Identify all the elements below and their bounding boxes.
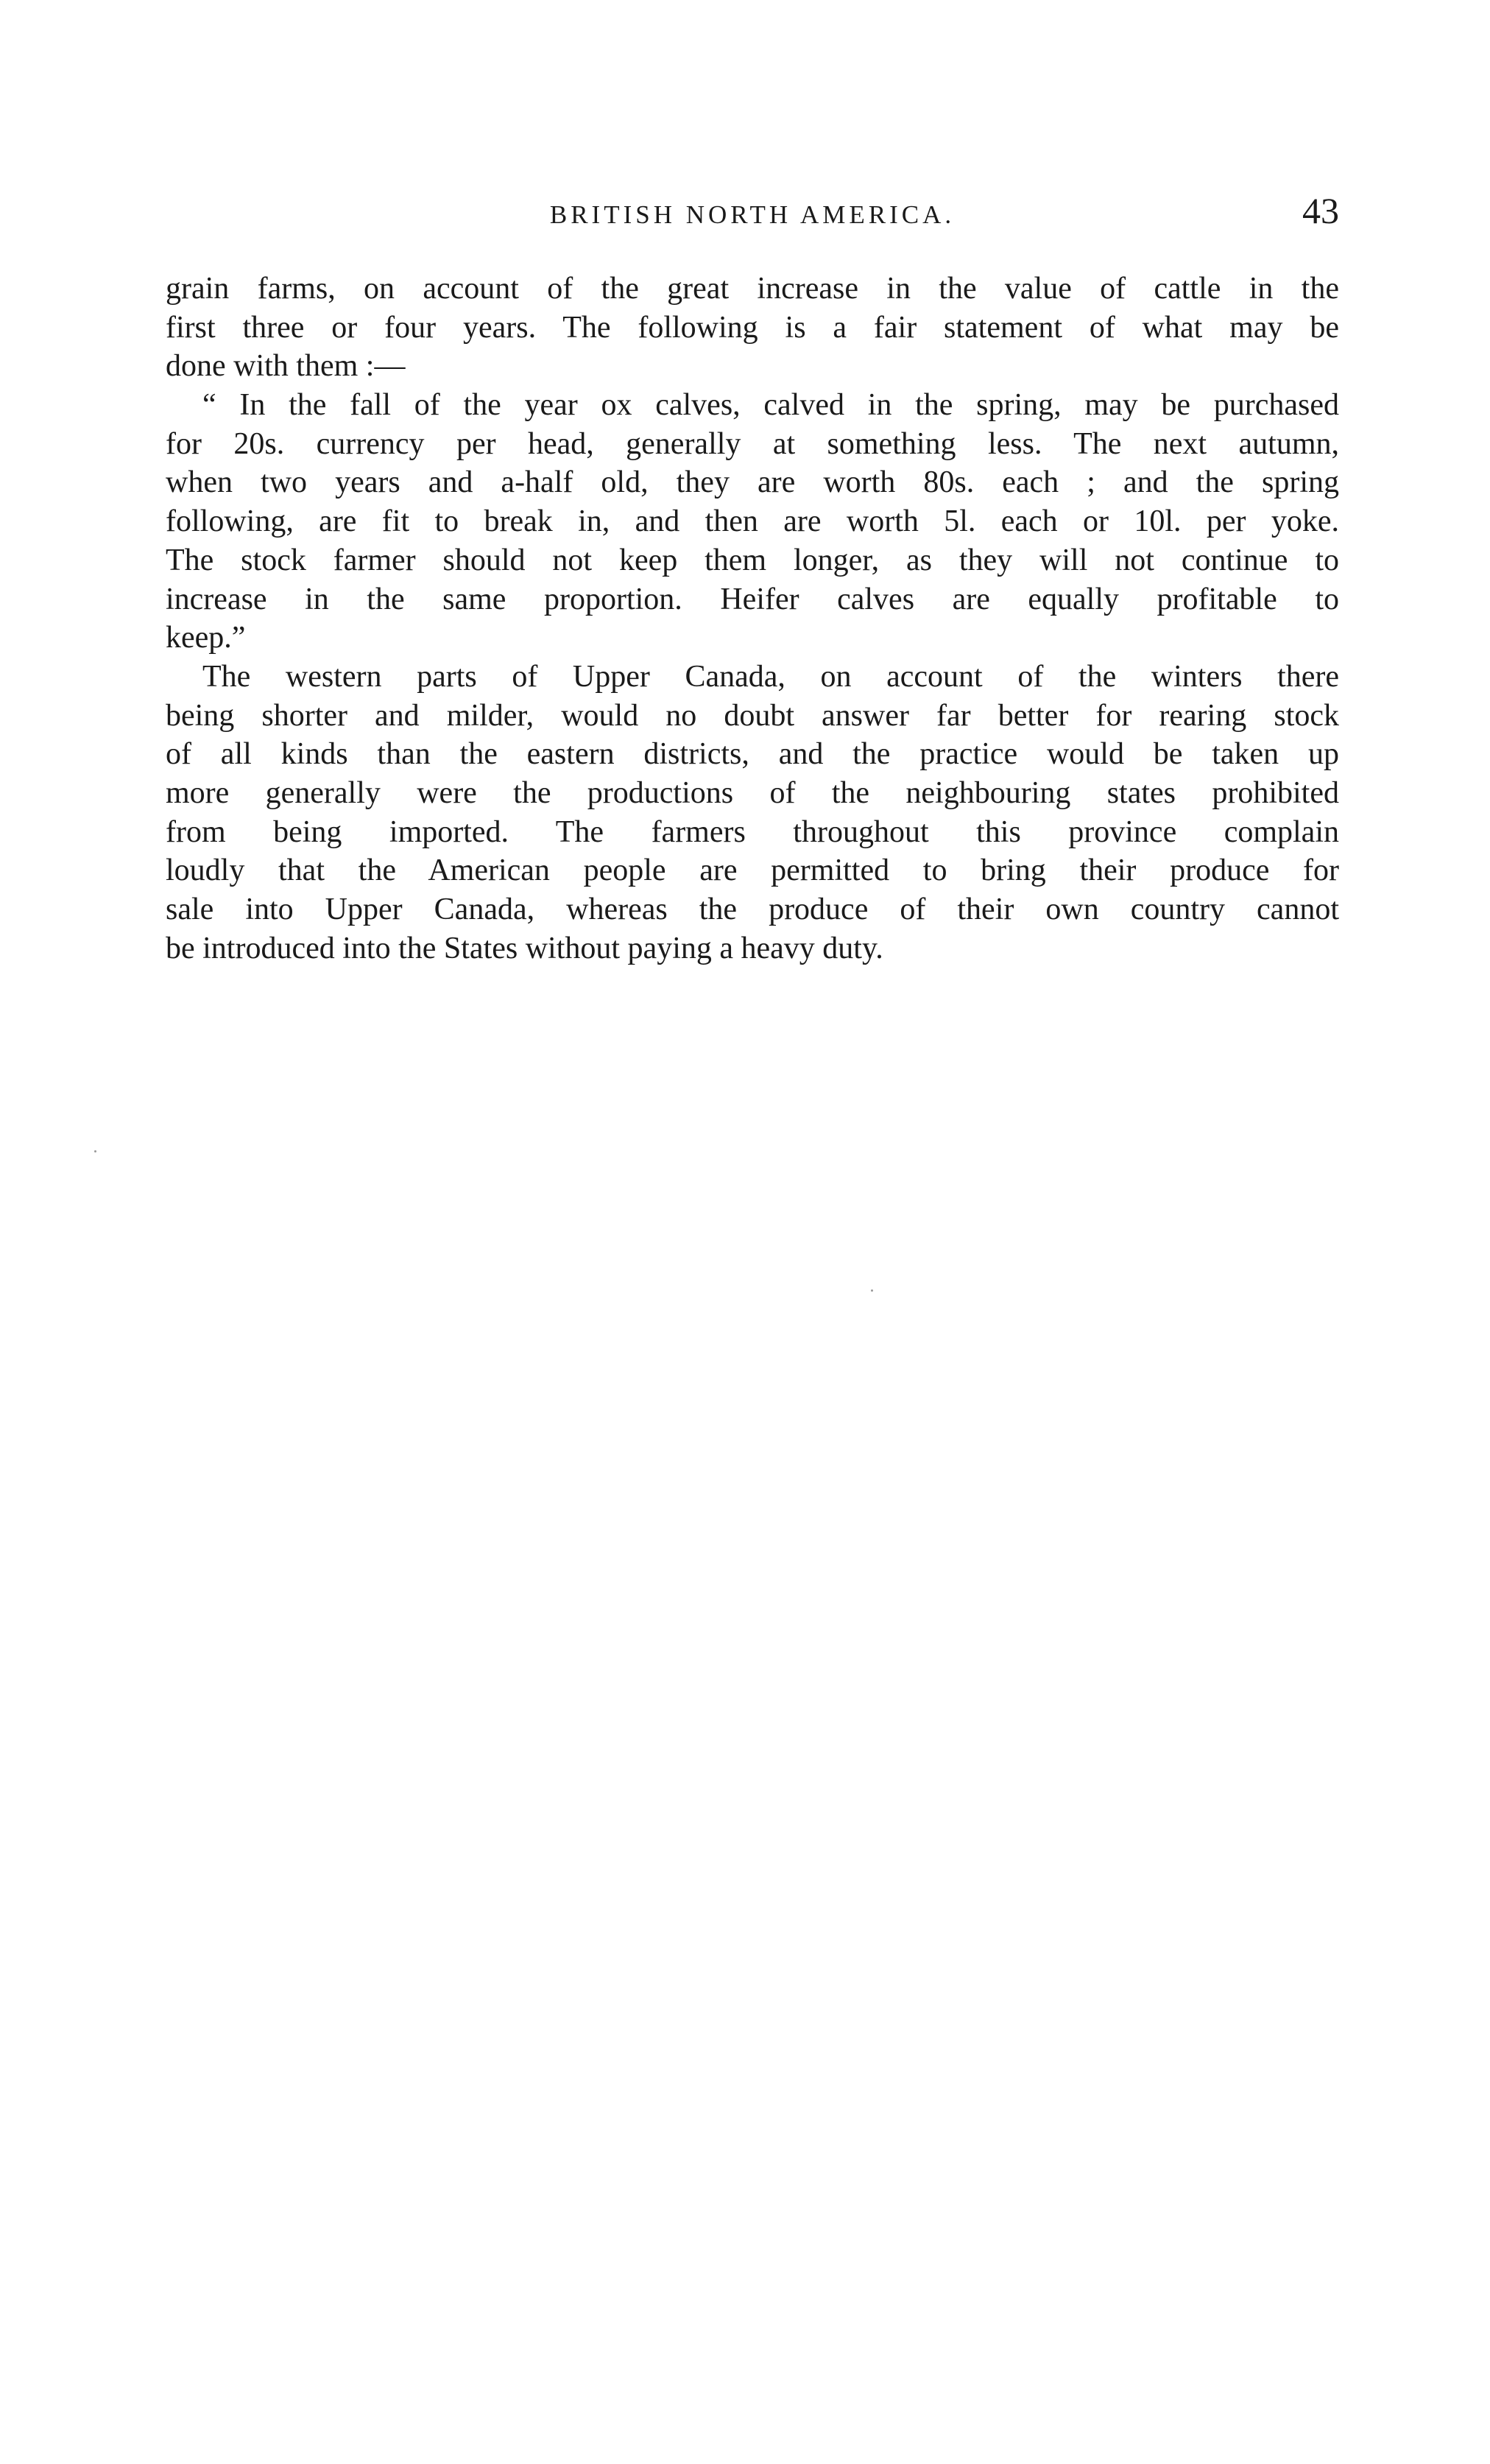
text-line: for 20s. currency per head, generally at something less. The next autumn,	[166, 426, 1339, 461]
text-line: from being imported. The farmers throughout this province complain	[166, 814, 1339, 849]
text-line: increase in the same proportion. Heifer calves are equally profitable to	[166, 582, 1339, 616]
running-title: BRITISH NORTH AMERICA.	[549, 200, 956, 229]
text-line: being shorter and milder, would no doubt answer far better for rearing stock	[166, 698, 1339, 733]
page-number: 43	[1302, 190, 1339, 231]
text-line: following, are fit to break in, and then are worth 5l. each or 10l. per yoke.	[166, 504, 1339, 539]
text-line: The stock farmer should not keep them longer, as they will not continue to	[166, 543, 1339, 577]
text-line: when two years and a-half old, they are worth 80s. each ; and the spring	[166, 465, 1339, 500]
text-line: loudly that the American people are permitted to bring their produce for	[166, 853, 1339, 888]
text-line: be introduced into the States without paying a heavy duty.	[166, 931, 883, 965]
paper-speck	[871, 1289, 873, 1292]
running-head	[166, 190, 1339, 237]
text-line: sale into Upper Canada, whereas the produce of their own country cannot	[166, 893, 1339, 926]
paper-speck	[94, 1150, 96, 1152]
text-line: of all kinds than the eastern districts, and the practice would be taken up	[166, 737, 1339, 772]
text-line: more generally were the productions of the neighbouring states prohibited	[166, 775, 1339, 810]
text-line: first three or four years. The following is a fair statement of what may be	[166, 310, 1339, 345]
text-line: grain farms, on account of the great increase in the value of cattle in the	[166, 272, 1339, 306]
body-text	[166, 270, 1339, 968]
text-line: done with them :—	[166, 349, 406, 384]
text-line: keep.”	[166, 621, 246, 655]
text-line: “ In the fall of the year ox calves, calved in the spring, may be purchased	[202, 388, 1339, 423]
text-line: The western parts of Upper Canada, on account of the winters there	[202, 659, 1339, 694]
